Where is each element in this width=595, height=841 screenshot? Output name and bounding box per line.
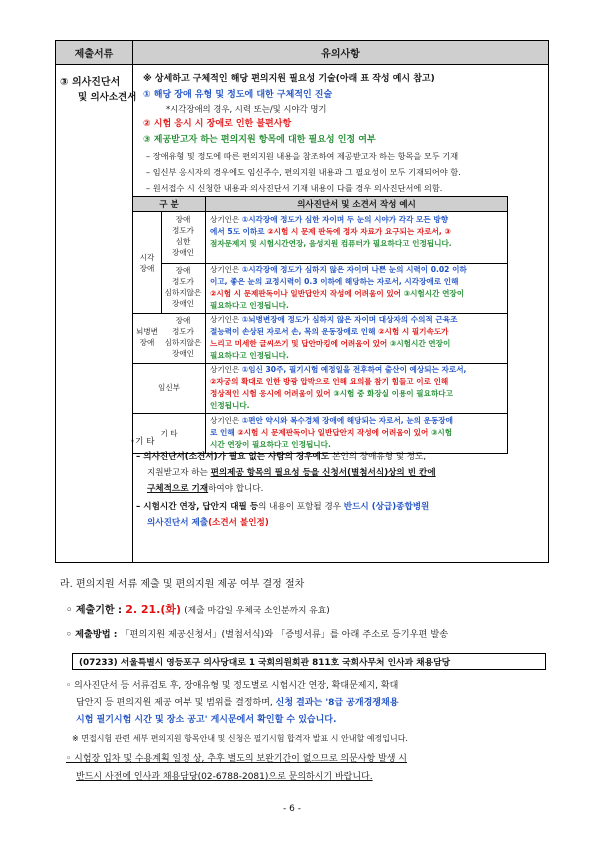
example-text-segment: ②시험 시 필기속도가 xyxy=(378,327,449,336)
example-text-segment: ②자궁의 확대로 인한 방광 압박으로 인해 요의를 참기 힘들고 이로 인해 xyxy=(210,377,449,386)
example-text-line xyxy=(210,314,457,326)
example-text-segment: ①시각장애 정도가 심한 자이며 두 눈의 시야가 각각 모든 방향 xyxy=(241,215,449,224)
requirement-2: ② 시험 응시 시 장애로 인한 불편사항 xyxy=(143,119,292,129)
example-text-line xyxy=(210,338,457,350)
review-line-2 xyxy=(76,699,398,708)
review-line-2-a: 답안지 등 편의지원 제공 여부 및 범위를 결정하며, xyxy=(76,698,276,708)
example-text-segment: ①임신 30주, 필기시험 예정일을 전후하여 출산이 예상되는 자로서, xyxy=(241,365,467,374)
category-visual: 시각 장애 xyxy=(139,253,155,273)
deadline-value: 2. 21.(화) xyxy=(125,603,182,616)
example-text-line xyxy=(210,364,466,376)
document-name-sub: 및 의사소견서 xyxy=(78,92,137,103)
example-text-segment: ③시험 중 화장실 이용이 필요하다고 xyxy=(333,389,453,398)
dash-note-3: – 원서접수 시 신청한 내용과 의사진단서 기재 내용이 다를 경우 의사진단서에 의함. xyxy=(146,183,443,193)
example-text-line xyxy=(210,427,453,439)
example-text-line xyxy=(210,264,467,276)
etc-note-2-line-1 xyxy=(136,503,429,512)
example-text-line xyxy=(210,288,467,300)
subcategory-mild: 장애 정도가 심하지않은 장애인 xyxy=(164,266,202,308)
example-table xyxy=(132,196,508,454)
example-text-segment: 점자문제지 및 시험시간연장, 음성지원 컴퓨터가 필요하다고 인정됩니다. xyxy=(210,239,452,248)
example-text-line xyxy=(210,276,467,288)
column-divider xyxy=(205,212,206,453)
review-line-2-b: 신청 결과는 '8급 공개경쟁채용 xyxy=(275,698,399,708)
example-text-segment: ②시험 시 문제 판독에 정자 자료가 요구되는 자로서, ③ xyxy=(267,227,451,236)
method-text: 「편의지원 제공신청서」(별첨서식)와 「증빙서류」를 아래 주소로 등기우편 발송 xyxy=(120,629,449,640)
example-text-segment: 상기인은 xyxy=(210,215,242,224)
example-text-segment: ②시험 시 문제판독이나 일반답안지 작성에 어려움이 있어 xyxy=(210,289,404,298)
example-text-line xyxy=(210,238,452,250)
etc-note-2-a: – 시험시간 연장, 답안지 대필 등 xyxy=(136,502,259,512)
etc-note-2-line-2 xyxy=(147,519,269,528)
example-text-segment: ①시각장애 정도가 심하지 않은 자이며 나쁜 눈의 시력이 0.02 이하 xyxy=(241,265,467,274)
category-pregnant: 임신부 xyxy=(157,383,180,392)
example-text-line xyxy=(210,350,457,362)
example-text-line xyxy=(210,388,466,400)
example-text-segment: 인정됩니다. xyxy=(210,401,250,410)
review-line-1: ◦ 의사진단서 등 서류검토 후, 장애유형 및 정도별로 시험시간 연장, 확대문제지, 확대 xyxy=(66,681,399,691)
etc-note-1-line-2 xyxy=(147,469,436,478)
subcategory-severe: 장애 정도가 심한 장애인 xyxy=(171,215,194,257)
example-text-segment: ①뇌병변장애 정도가 심하지 않은 자이며 대상자의 수의적 근육조 xyxy=(241,315,458,324)
example-text-segment: 로 인해 xyxy=(210,428,238,437)
page-number: - 6 - xyxy=(283,804,301,814)
interview-footnote: ※ 면접시험 관련 세부 편의지원 항목안내 및 신청은 필기시험 합격자 발표 시 안내할 예정입니다. xyxy=(72,734,408,743)
etc-note-1-b: 본인의 장애유형 및 정도, xyxy=(332,452,427,462)
etc-heading: ◦기 타 xyxy=(130,437,155,447)
etc-note-1-c: 지원받고자 하는 xyxy=(147,468,211,478)
etc-note-2-e: (소견서 불인정) xyxy=(208,518,269,528)
review-line-3: 시험 필기시험 시간 및 장소 공고' 게시문에서 확인할 수 있습니다. xyxy=(76,715,337,725)
example-text-line xyxy=(210,214,452,226)
deadline-line xyxy=(66,604,330,616)
category-brain: 뇌병변 장애 xyxy=(135,327,158,347)
header-notes: 유의사항 xyxy=(321,49,360,60)
example-text-visual-severe xyxy=(210,214,452,250)
deadline-note: (제출 마감일 우체국 소인분까지 유효) xyxy=(184,606,330,616)
example-table-header xyxy=(133,197,507,212)
example-text-line xyxy=(210,400,466,412)
example-text-segment: 시간 연장이 필요하다고 인정됩니다. xyxy=(210,440,331,449)
mailing-address: (07233) 서울특별시 영등포구 의사당대로 1 국회의원회관 811호 국회사무처 인사과 채용담당 xyxy=(72,653,546,670)
requirement-1: ① 해당 장애 유형 및 정도에 대한 구체적인 진술 xyxy=(143,90,333,100)
header-documents: 제출서류 xyxy=(56,41,133,64)
requirement-3: ③ 제공받고자 하는 편의지원 항목에 대한 필요성 인정 여부 xyxy=(143,135,376,145)
method-line xyxy=(66,630,448,639)
example-text-other xyxy=(210,415,453,451)
section-title: 라. 편의지원 서류 제출 및 편의지원 제공 여부 결정 절차 xyxy=(60,579,305,590)
dash-note-2: – 임신부 응시자의 경우에도 임신주수, 편의지원 내용과 그 필요성이 모두 기재되어야 함. xyxy=(146,167,461,177)
example-text-segment: ③시험시간 연장이 xyxy=(389,339,451,348)
example-text-line xyxy=(210,226,452,238)
example-text-visual-mild xyxy=(210,264,467,312)
etc-note-1-f: 하여야 합니다. xyxy=(208,484,264,494)
requirement-1-note: *시각장애의 경우, 시력 또는/및 시야각 명기 xyxy=(166,104,327,114)
example-text-line xyxy=(210,415,453,427)
example-text-segment: ①편안 약시와 복수경체 장애에 해당되는 자로서, 눈의 운동장애 xyxy=(241,416,453,425)
deadline-label: ◦ 제출기한 : xyxy=(66,605,122,616)
example-text-segment: ③시험시간 연장이 xyxy=(403,289,465,298)
table-header xyxy=(56,41,548,65)
example-text-segment: 절능력이 손상된 자로서 손, 목의 운동장애로 인해 xyxy=(210,327,379,336)
example-text-line xyxy=(210,376,466,388)
example-text-segment: 상기인은 xyxy=(210,416,242,425)
example-text-segment: ③시험 xyxy=(430,428,453,437)
dash-note-1: – 장애유형 및 정도에 따른 편의지원 내용을 참조하여 제공받고자 하는 항목을 모두 기재 xyxy=(146,151,459,161)
example-text-segment: ②시험 시 문제판독이나 일반답안지 작성에 어려움이 있어 xyxy=(237,428,431,437)
etc-note-2-d: 의사진단서 제출 xyxy=(147,518,209,528)
etc-note-2-c: 반드시 (상급)종합병원 xyxy=(343,502,430,512)
subcategory-brain: 장애 정도가 심하지않은 장애인 xyxy=(164,316,202,358)
document-name-cell xyxy=(56,65,137,562)
example-text-segment: 이고, 좋은 눈의 교정시력이 0.3 이하에 해당하는 자로서, 시각장애로 인해 xyxy=(210,277,459,286)
example-text-line xyxy=(210,326,457,338)
etc-note-1-d: 편의제공 항목의 필요성 등을 신청서(별첨서식)상의 빈 칸에 xyxy=(210,468,436,478)
example-text-segment: 상기인은 xyxy=(210,315,242,324)
etc-note-2-b: 의 내용이 포함될 경우 xyxy=(258,502,344,512)
example-text-segment: 정상적인 시험 응시에 어려움이 있어 xyxy=(210,389,334,398)
etc-note-1-line-1 xyxy=(136,453,426,462)
etc-note-1-a: – 의사진단서(소견서)가 필요 없는 사람의 경우에도 xyxy=(136,452,333,462)
example-header-category: 구 분 xyxy=(133,197,206,211)
contact-line-2: 반드시 사전에 인사과 채용담당(02-6788-2081)으로 문의하시기 바랍니다. xyxy=(76,772,373,782)
example-text-line xyxy=(210,300,467,312)
intro-note: ※ 상세하고 구체적인 해당 편의지원 필요성 기술(아래 표 작성 예시 참고) xyxy=(143,74,435,84)
example-text-line xyxy=(210,439,453,451)
etc-note-1-e: 구체적으로 기재 xyxy=(147,484,209,494)
category-other: 기 타 xyxy=(160,429,178,438)
etc-note-1-line-3 xyxy=(147,485,263,494)
contact-line-1: ◦ 시험장 입차 및 수용계획 일정 상, 추후 별도의 보완기간이 없으므로 의문사항 발생 시 xyxy=(66,754,407,764)
document-name: ③ 의사진단서 xyxy=(60,77,121,88)
row-divider xyxy=(133,413,507,414)
example-text-brain xyxy=(210,314,457,362)
example-text-segment: 상기인은 xyxy=(210,265,242,274)
example-header-content: 의사진단서 및 소견서 작성 예시 xyxy=(297,200,416,210)
example-text-segment: 상기인은 xyxy=(210,365,242,374)
example-text-segment: 에서 5도 이하로 xyxy=(210,227,268,236)
method-label: ◦ 제출방법 : xyxy=(66,629,118,640)
example-text-segment: 느리고 미세한 글씨쓰기 및 답안마킹에 어려움이 있어 xyxy=(210,339,390,348)
example-text-pregnant xyxy=(210,364,466,412)
example-text-segment: 필요하다고 인정됩니다. xyxy=(210,351,289,360)
example-text-segment: 필요하다고 인정됩니다. xyxy=(210,301,289,310)
